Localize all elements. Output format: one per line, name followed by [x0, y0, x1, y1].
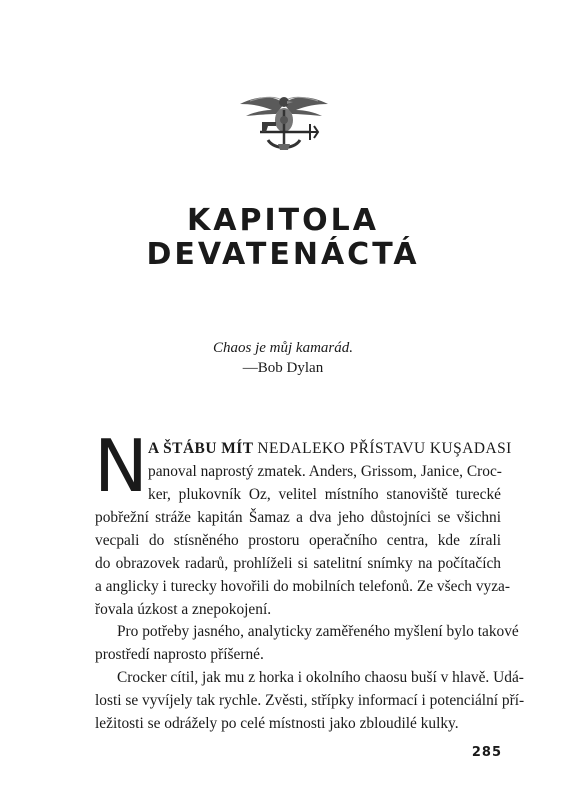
- body-line-2: panoval naprostý zmatek. Anders, Grissom, Janice, Croc-: [148, 463, 502, 480]
- epigraph-quote: Chaos je můj kamarád.: [213, 340, 353, 356]
- body-line-8: řovala úzkost a znepokojení.: [95, 601, 272, 618]
- navy-seal-trident-emblem-icon: [238, 84, 330, 156]
- first-line-lead: A ŠTÁBU MÍT: [148, 440, 254, 457]
- chapter-title-line-1: KAPITOLA: [187, 203, 379, 238]
- body-line-13: ležitosti se odrážely po celé místnosti jako zbloudilé kulky.: [95, 715, 459, 732]
- body-line-3: ker, plukovník Oz, velitel místního stanoviště turecké: [148, 486, 501, 503]
- page-number: 285: [471, 745, 502, 760]
- body-line-6: do obrazovek radarů, prohlíželi si satelitní snímky na počítačích: [95, 555, 501, 572]
- body-line-4: pobřežní stráže kapitán Šamaz a dva jeho důstojníci se všichni: [95, 509, 501, 526]
- drop-cap: N: [94, 424, 148, 508]
- body-line-1: [148, 438, 512, 461]
- body-line-11: Crocker cítil, jak mu z horka i okolního chaosu buší v hlavě. Udá-: [117, 669, 524, 686]
- body-line-12: losti se vyvíjely tak rychle. Zvěsti, střípky informací i potenciální pří-: [95, 692, 525, 709]
- chapter-title-line-2: DEVATENÁCTÁ: [146, 237, 420, 272]
- body-line-5: vecpali do stísněného prostoru operačního centra, kde zírali: [95, 532, 501, 549]
- first-line-rest: NEDALEKO PŘÍSTAVU KUŞADASI: [257, 440, 512, 457]
- body-line-7: a anglicky i turecky hovořili do mobilních telefonů. Ze všech vyza-: [95, 578, 510, 595]
- body-line-9: Pro potřeby jasného, analyticky zaměřeného myšlení bylo takové: [117, 623, 519, 640]
- epigraph-author: —Bob Dylan: [242, 360, 324, 376]
- body-line-10: prostředí naprosto příšerné.: [95, 646, 264, 663]
